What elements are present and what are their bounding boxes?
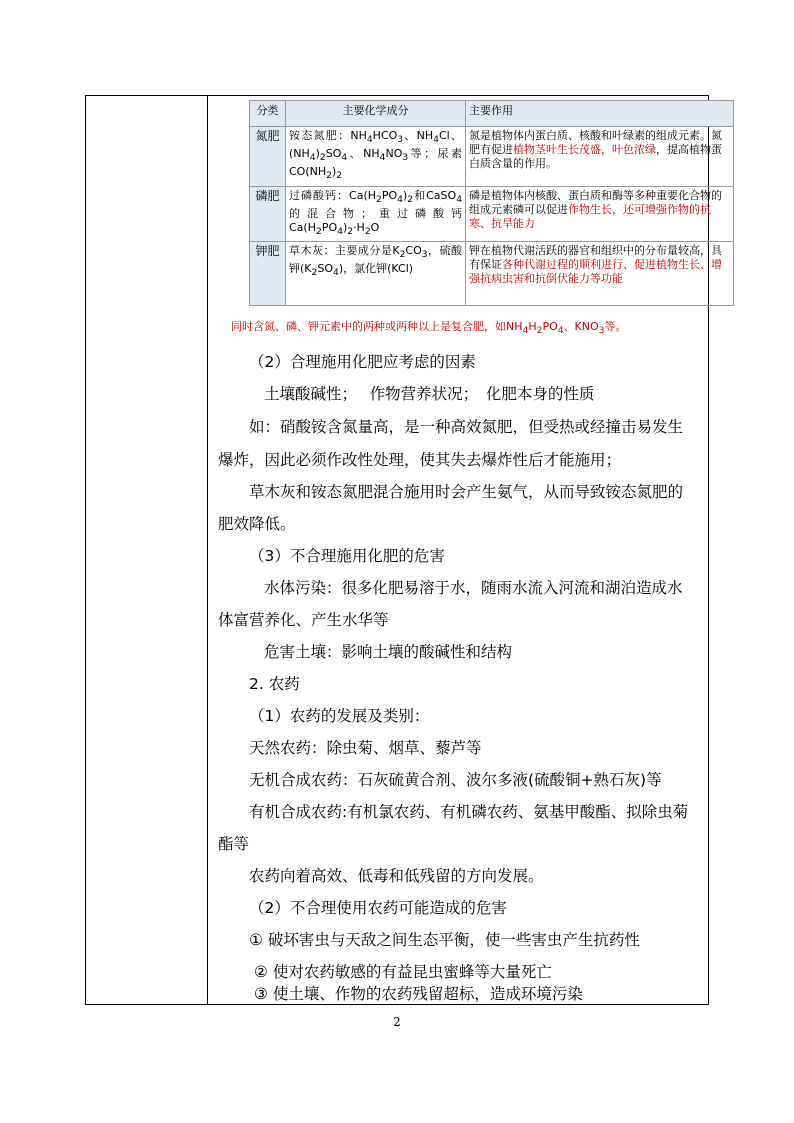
category-cell: 磷肥 <box>250 186 286 241</box>
body-text: 水体污染：很多化肥易溶于水，随雨水流入河流和湖泊造成水 <box>264 579 683 597</box>
table-header-row <box>250 101 734 127</box>
function-cell: 钾在植物代谢活跃的器官和组织中的分布量较高，具有保证各种代谢过程的顺利进行、促进植物生长、增强抗病虫害和抗倒伏能力等功能 <box>466 241 734 305</box>
header-composition: 主要化学成分 <box>286 101 466 127</box>
body-text: 危害土壤：影响土壤的酸碱性和结构 <box>264 643 513 661</box>
table-row <box>250 186 734 241</box>
header-category: 分类 <box>250 101 286 127</box>
body-text: 肥效降低。 <box>218 515 296 533</box>
section-heading: （2）合理施用化肥应考虑的因素 <box>249 353 476 371</box>
composition-cell: 草木灰：主要成分是$K_2CO_3$，硫酸钾$(K_2SO_4)$，氯化钾(KCl) <box>286 241 466 305</box>
category-cell: 氮肥 <box>250 127 286 187</box>
body-text: 农药向着高效、低毒和低残留的方向发展。 <box>249 867 544 885</box>
composition-cell: 铵态氮肥：$NH_4HCO_3$、$NH_4Cl$、$(NH_4)_2SO_4$、$NH_4NO_3$等；尿素$CO(NH_2)_2$ <box>286 127 466 187</box>
body-text: 如：硝酸铵含氮量高，是一种高效氮肥，但受热或经撞击易发生 <box>249 418 684 436</box>
main-table-frame <box>85 95 722 1005</box>
table-row <box>250 241 734 305</box>
section-heading: （1）农药的发展及类别： <box>249 707 430 725</box>
list-item: ② 使对农药敏感的有益昆虫蜜蜂等大量死亡 <box>254 963 552 981</box>
page-number: 2 <box>393 1015 401 1029</box>
column-divider <box>207 96 208 1004</box>
compound-fertilizer-note: 同时含氮、磷、钾元素中的两种或两种以上是复合肥，如$NH_4H_2PO_4$、$KNO_3$等。 <box>231 320 627 337</box>
list-item: ③ 使土壤、作物的农药残留超标，造成环境污染 <box>254 985 583 1003</box>
body-text: 爆炸，因此必须作改性处理，使其失去爆炸性后才能施用； <box>218 451 622 469</box>
section-heading: （2）不合理使用农药可能造成的危害 <box>249 899 507 917</box>
list-item: ① 破坏害虫与天敌之间生态平衡，使一些害虫产生抗药性 <box>249 931 640 949</box>
body-text: 天然农药：除虫菊、烟草、藜芦等 <box>249 739 482 757</box>
body-text: 草木灰和铵态氮肥混合施用时会产生氨气，从而导致铵态氮肥的 <box>249 483 684 501</box>
fertilizer-table <box>249 100 734 306</box>
function-cell: 氮是植物体内蛋白质、核酸和叶绿素的组成元素。氮肥有促进植物茎叶生长茂盛，叶色浓绿，提高植物蛋白质含量的作用。 <box>466 127 734 187</box>
composition-cell: 过磷酸钙：$Ca(H_2PO_4)_2$和CaSO$_4$的混合物；重过磷酸钙$Ca(H_2PO_4)_2\cdot H_2O$ <box>286 186 466 241</box>
table-row <box>250 127 734 187</box>
section-heading: （3）不合理施用化肥的危害 <box>249 547 445 565</box>
fertilizer-table-wrapper <box>249 100 722 308</box>
body-text: 有机合成农药:有机氯农药、有机磷农药、氨基甲酸酯、拟除虫菊 <box>249 803 689 821</box>
body-text: 无机合成农药：石灰硫黄合剂、波尔多液(硫酸铜+熟石灰)等 <box>249 771 662 789</box>
body-text: 土壤酸碱性； 作物营养状况； 化肥本身的性质 <box>264 385 595 403</box>
category-cell: 钾肥 <box>250 241 286 305</box>
function-cell: 磷是植物体内核酸、蛋白质和酶等多种重要化合物的组成元素磷可以促进作物生长，还可增强作物的抗寒、抗旱能力 <box>466 186 734 241</box>
header-function: 主要作用 <box>466 101 734 127</box>
body-text: 体富营养化、产生水华等 <box>218 611 389 629</box>
body-text: 酯等 <box>218 835 250 853</box>
section-heading: 2. 农药 <box>249 675 300 693</box>
